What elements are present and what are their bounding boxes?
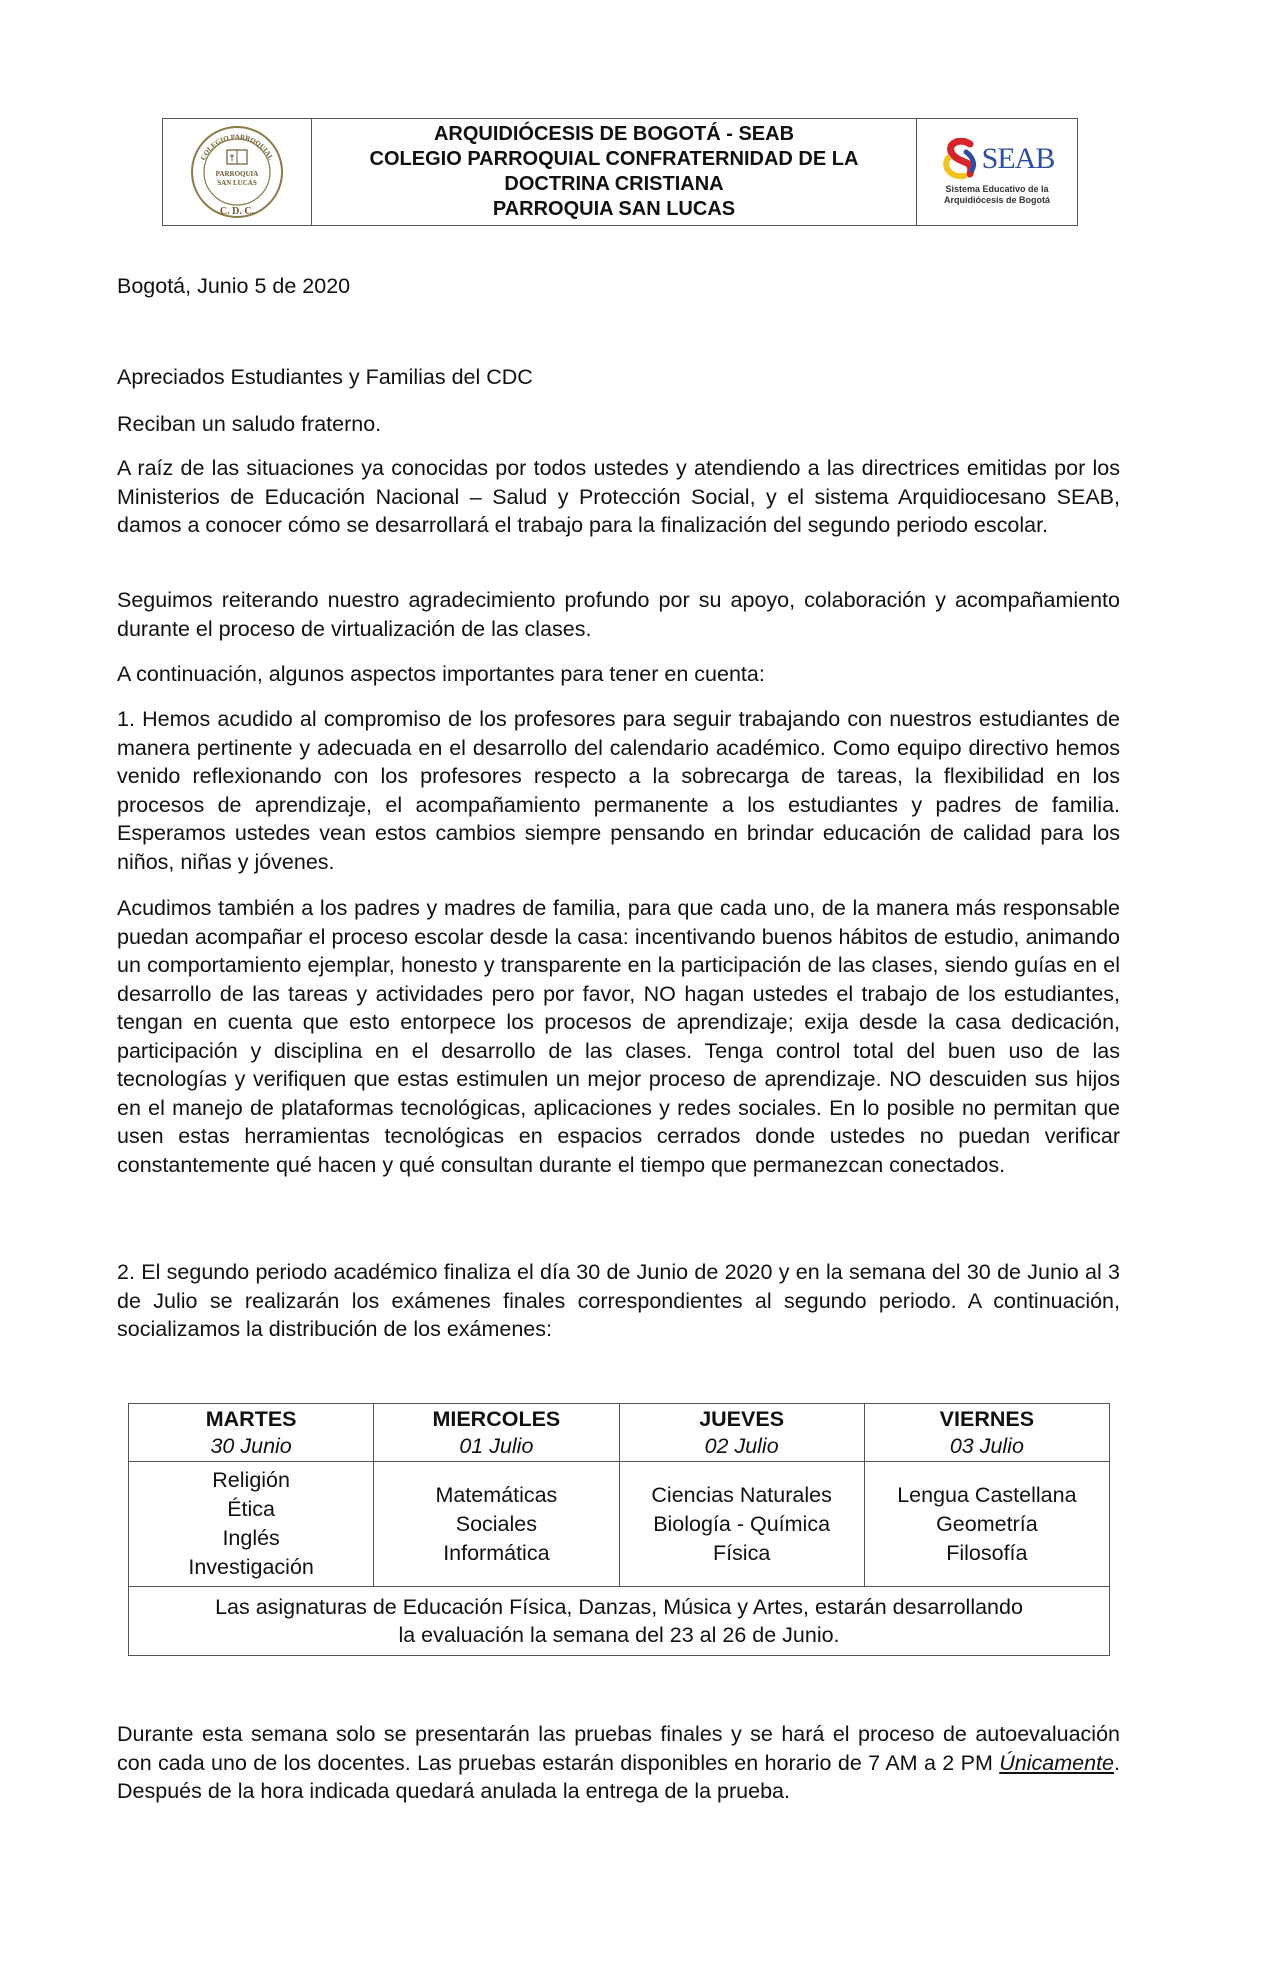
day-name: JUEVES	[699, 1406, 785, 1431]
paragraph-point-1: 1. Hemos acudido al compromiso de los profesores para seguir trabajando con nuestros estudiantes de manera pertinente y adecuada en el desarrollo del calendario académico. Como equipo directivo hemos venido reflexionando con los profesores respecto a la sobrecarga de tareas, la flexibilidad en los procesos de aprendizaje, el acompañamiento permanente a los estudiantes y padres de familia. Esperamos ustedes vean estos cambios siempre pensando en brindar educación de calidad para los niños, niñas y jóvenes.	[117, 707, 1120, 874]
day-name: VIERNES	[939, 1406, 1035, 1431]
school-logo	[163, 119, 312, 225]
letterhead-line-4: PARROQUIA SAN LUCAS	[492, 198, 736, 220]
day-date: 01 Julio	[459, 1433, 534, 1458]
closing-text-2: . Después de la hora indicada quedará anulada la entrega de la prueba.	[117, 1750, 1120, 1803]
note-line-2: la evaluación la semana del 23 al 26 de Junio.	[398, 1623, 840, 1647]
subject: Lengua Castellana	[897, 1482, 1077, 1507]
letterhead-line-2: COLEGIO PARROQUIAL CONFRATERNIDAD DE LA	[369, 148, 859, 170]
subject: Sociales	[455, 1511, 537, 1536]
subjects-friday	[864, 1462, 1109, 1587]
letterhead-title	[312, 119, 916, 225]
day-date: 02 Julio	[704, 1433, 779, 1458]
day-date: 30 Junio	[210, 1433, 292, 1458]
seab-logo-icon	[940, 138, 980, 180]
subject: Física	[712, 1540, 771, 1565]
table-note-row	[129, 1587, 1110, 1656]
table-header-row	[129, 1404, 1110, 1462]
day-name: MARTES	[205, 1406, 297, 1431]
letterhead-line-3: DOCTRINA CRISTIANA	[504, 173, 724, 195]
header-thursday	[619, 1404, 864, 1462]
letterhead-line-1: ARQUIDIÓCESIS DE BOGOTÁ - SEAB	[433, 123, 795, 145]
note-line-1: Las asignaturas de Educación Física, Danzas, Música y Artes, estarán desarrollando	[215, 1595, 1023, 1619]
subject: Geometría	[936, 1511, 1038, 1536]
closing-emphasis: Únicamente	[999, 1750, 1115, 1775]
subject: Religión	[212, 1468, 290, 1492]
subject: Matemáticas	[435, 1482, 558, 1507]
paragraph-2: Seguimos reiterando nuestro agradecimiento profundo por su apoyo, colaboración y acompañamiento durante el proceso de virtualización de las clases.	[117, 588, 1120, 641]
letter-date: Bogotá, Junio 5 de 2020	[117, 274, 351, 298]
school-seal-icon	[189, 124, 285, 220]
header-tuesday	[129, 1404, 374, 1462]
closing-text-1: Durante esta semana solo se presentarán las pruebas finales y se hará el proceso de autoevaluación con cada uno de los docentes. Las pruebas estarán disponibles en horario de 7 AM a 2 PM	[117, 1722, 1120, 1775]
subject: Inglés	[222, 1526, 280, 1550]
subject: Informática	[443, 1540, 550, 1565]
subject: Investigación	[188, 1555, 314, 1579]
subjects-wednesday	[374, 1462, 619, 1587]
letter-salute: Reciban un saludo fraterno.	[117, 412, 382, 436]
paragraph-closing	[117, 1720, 1120, 1806]
seal-bottom-text: C. D. C.	[219, 206, 255, 217]
seab-logo	[916, 119, 1077, 225]
table-subjects-row	[129, 1462, 1110, 1587]
paragraph-3: A continuación, algunos aspectos importantes para tener en cuenta:	[117, 662, 765, 686]
seal-mid1-text: PARROQUIA	[215, 170, 259, 178]
table-note	[129, 1587, 1110, 1656]
subject: Ciencias Naturales	[651, 1482, 832, 1507]
letter-greeting: Apreciados Estudiantes y Familias del CDC	[117, 365, 533, 389]
day-date: 03 Julio	[949, 1433, 1024, 1458]
subject: Ética	[227, 1497, 276, 1521]
seal-mid2-text: SAN LUCAS	[217, 179, 257, 187]
header-wednesday	[374, 1404, 619, 1462]
paragraph-1: A raíz de las situaciones ya conocidas por todos ustedes y atendiendo a las directrices emitidas por los Ministerios de Educación Nacional – Salud y Protección Social, y el sistema Arquidiocesano SEAB, damos a conocer cómo se desarrollará el trabajo para la finalización del segundo periodo escolar.	[117, 456, 1120, 537]
header-friday	[864, 1404, 1109, 1462]
exam-schedule-table	[128, 1403, 1110, 1656]
subjects-thursday	[619, 1462, 864, 1587]
subject: Biología - Química	[653, 1511, 831, 1536]
seab-wordmark: SEAB	[981, 142, 1055, 175]
paragraph-point-2: 2. El segundo periodo académico finaliza el día 30 de Junio de 2020 y en la semana del 30 de Junio al 3 de Julio se realizarán los exámenes finales correspondientes al segundo periodo. A continuación, socializamos la distribución de los exámenes:	[117, 1260, 1120, 1341]
seab-caption-2: Arquidiócesis de Bogotá	[943, 195, 1050, 205]
day-name: MIERCOLES	[432, 1406, 561, 1431]
seal-top-text: COLEGIO PARROQUIAL	[199, 132, 275, 162]
seab-caption-1: Sistema Educativo de la	[945, 184, 1049, 194]
subject: Filosofía	[946, 1540, 1028, 1565]
letterhead	[162, 118, 1078, 226]
subjects-tuesday	[129, 1462, 374, 1587]
paragraph-parents: Acudimos también a los padres y madres de familia, para que cada uno, de la manera más responsable puedan acompañar el proceso escolar desde la casa: incentivando buenos hábitos de estudio, animando un comportamiento ejemplar, honesto y transparente en la participación de las clases, siendo guías en el desarrollo de las tareas y actividades pero por favor, NO hagan ustedes el trabajo de los estudiantes, tengan en cuenta que esto entorpece los procesos de aprendizaje; exija desde la casa dedicación, participación y disciplina en el desarrollo de las clases. Tenga control total del buen uso de las tecnologías y verifiquen que estas estimulen un mejor proceso de aprendizaje. NO descuiden sus hijos en el manejo de plataformas tecnológicas, aplicaciones y redes sociales. En lo posible no permitan que usen estas herramientas tecnológicas en espacios cerrados donde ustedes no puedan verificar constantemente qué hacen y qué consultan durante el tiempo que permanezcan conectados.	[117, 896, 1120, 1177]
